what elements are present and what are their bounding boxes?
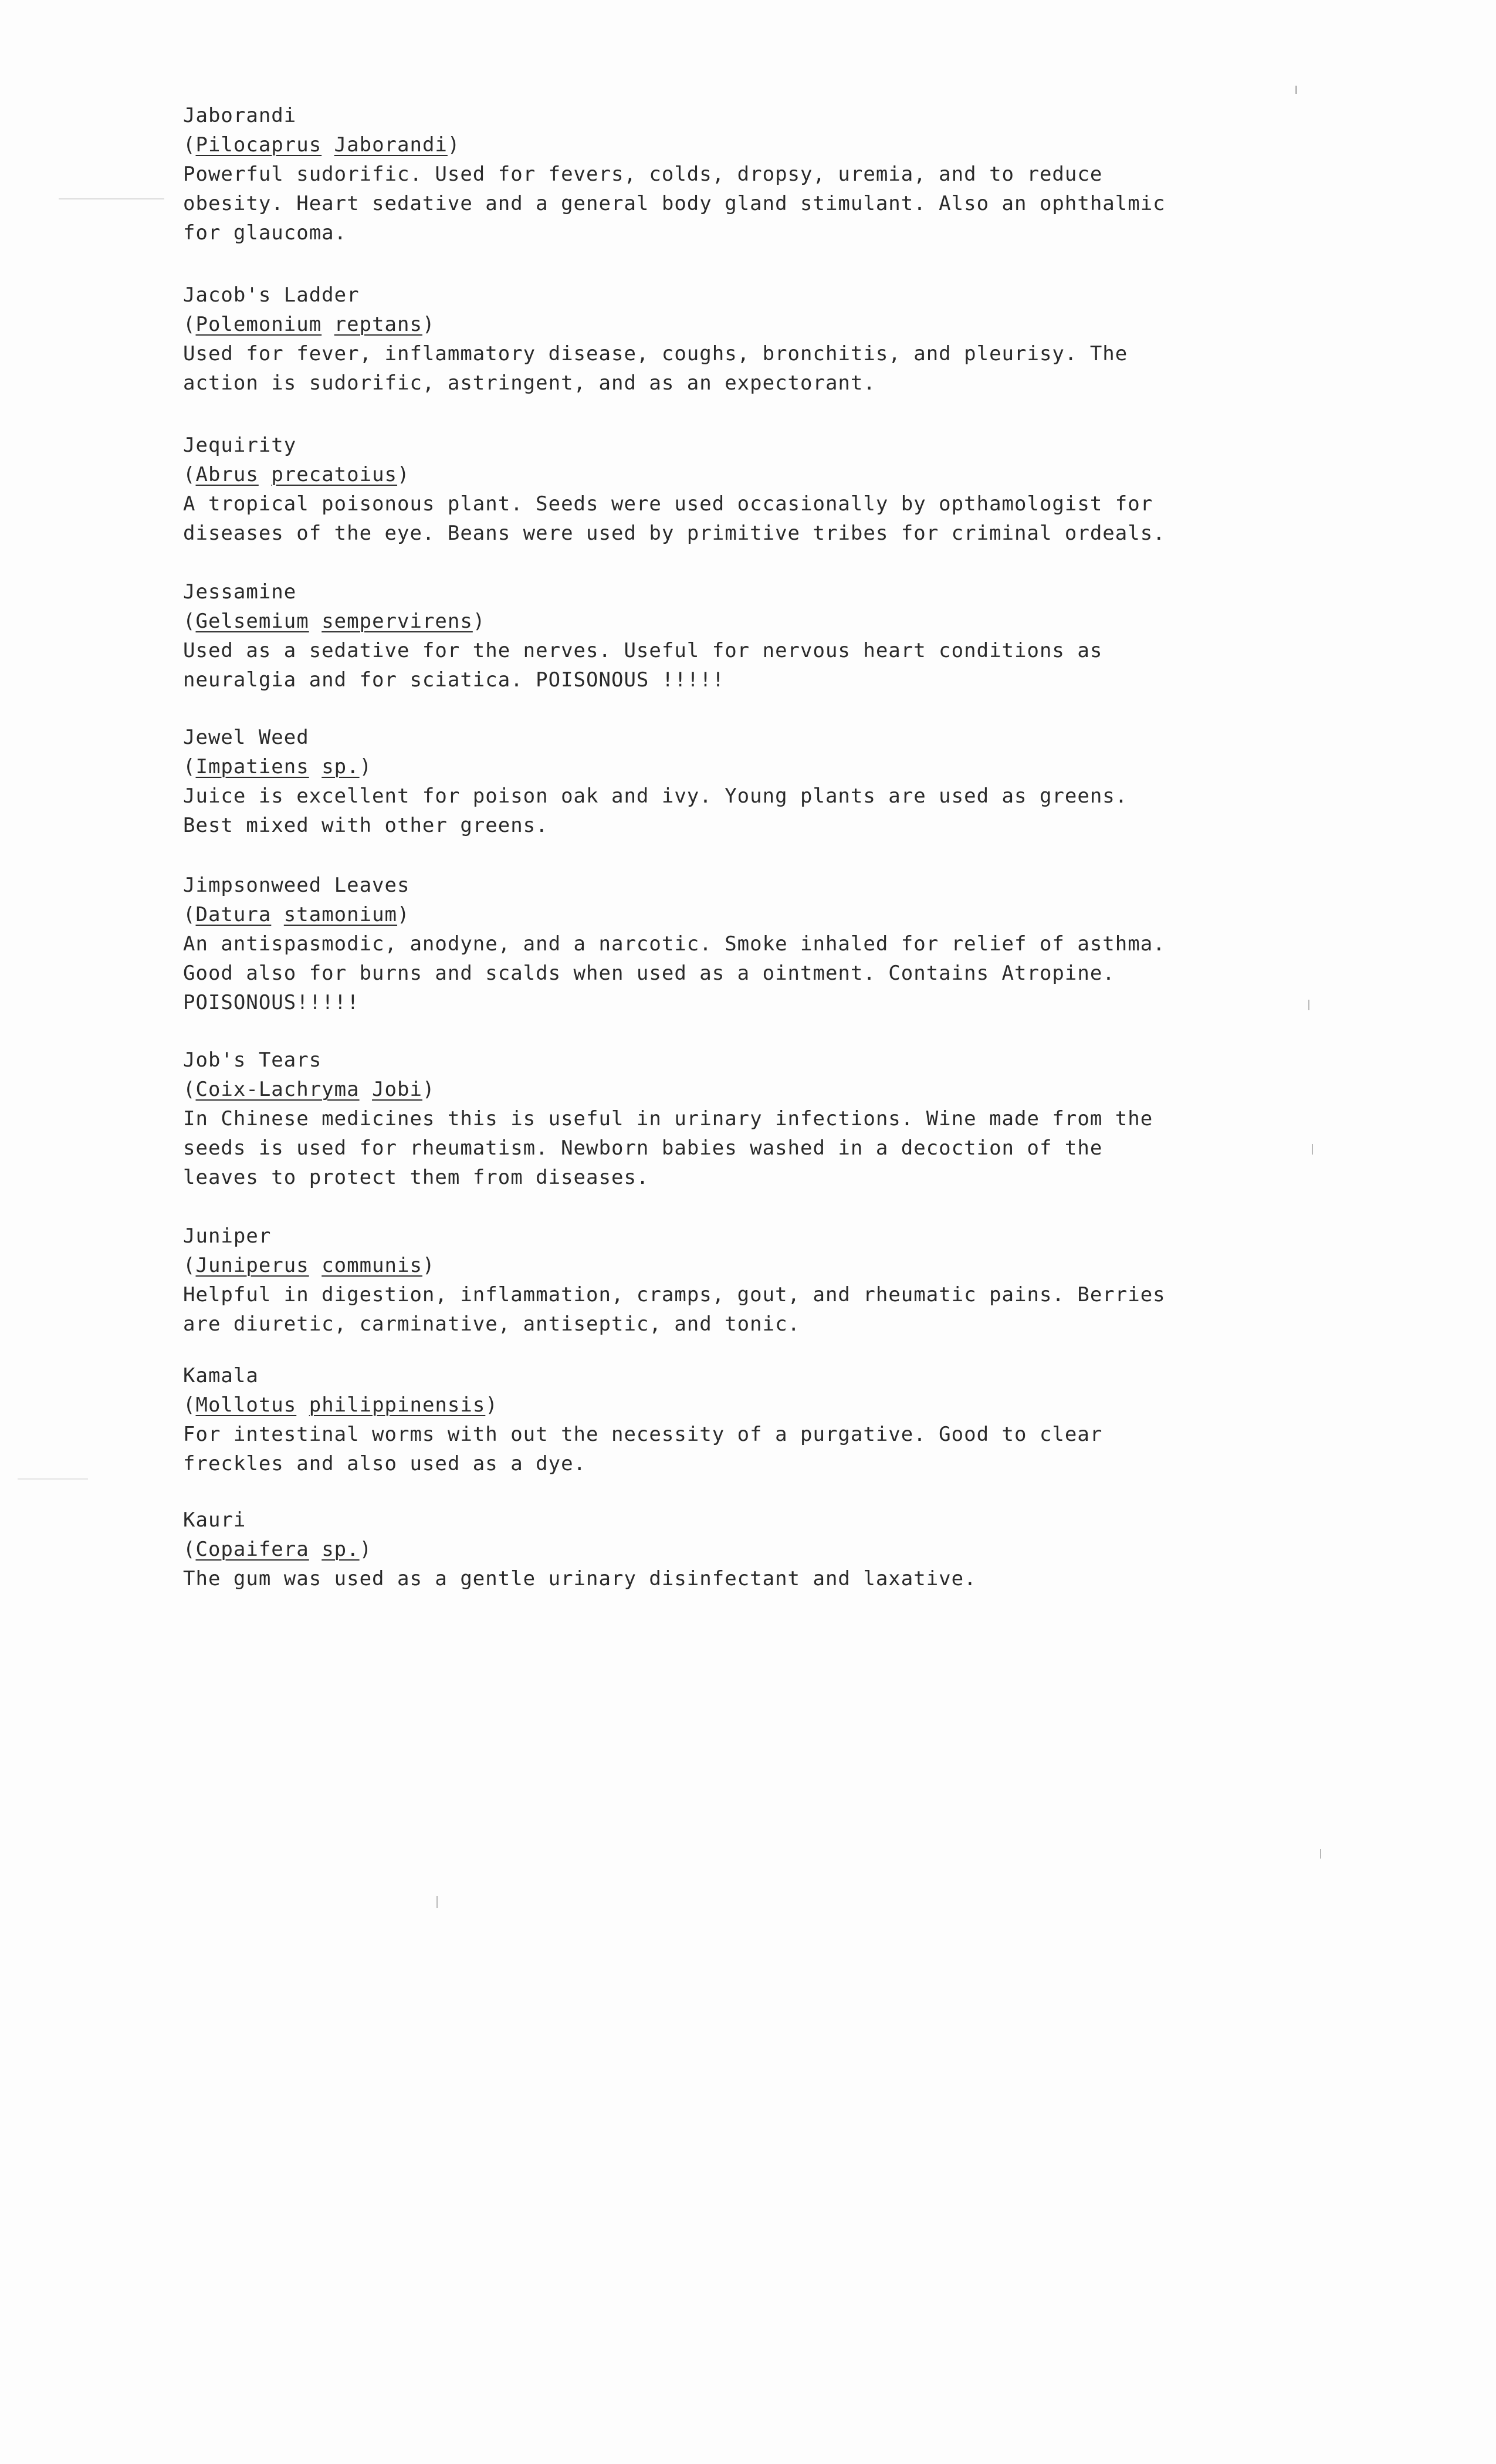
scan-speck <box>1312 1144 1313 1155</box>
latin-genus: Abrus <box>195 463 259 486</box>
scan-speck <box>1320 1849 1321 1859</box>
latin-genus: Juniperus <box>195 1254 309 1277</box>
latin-species: philippinensis <box>309 1393 486 1417</box>
herb-description-line: The gum was used as a gentle urinary disinfectant and laxative. <box>183 1567 977 1590</box>
latin-species: Jobi <box>372 1078 422 1101</box>
herb-latin-name: (Datura stamonium) <box>183 903 410 926</box>
herb-entry-jessamine <box>183 577 1403 695</box>
latin-species: sempervirens <box>321 610 473 633</box>
herb-description-line: obesity. Heart sedative and a general body gland stimulant. Also an ophthalmic <box>183 192 1166 215</box>
herb-description-line: A tropical poisonous plant. Seeds were used occasionally by opthamologist for <box>183 492 1153 516</box>
herb-entry-juniper <box>183 1221 1403 1339</box>
herb-description-line: for glaucoma. <box>183 221 347 245</box>
latin-species: sp. <box>321 755 360 779</box>
herb-description-line: Juice is excellent for poison oak and ivy. Young plants are used as greens. <box>183 784 1128 808</box>
latin-species: communis <box>321 1254 422 1277</box>
herb-description-line: For intestinal worms with out the necessity of a purgative. Good to clear <box>183 1423 1103 1446</box>
herb-name: Juniper <box>183 1224 272 1248</box>
scan-speck <box>436 1896 438 1908</box>
latin-species: Jaborandi <box>334 133 448 157</box>
herb-entry-jimpsonweed-leaves <box>183 871 1403 1017</box>
herb-name: Jewel Weed <box>183 726 309 749</box>
herb-latin-name: (Juniperus communis) <box>183 1254 435 1277</box>
herb-entry-kamala <box>183 1361 1403 1478</box>
herb-latin-name: (Mollotus philippinensis) <box>183 1393 498 1417</box>
herb-description-line: An antispasmodic, anodyne, and a narcotic. Smoke inhaled for relief of asthma. <box>183 932 1166 956</box>
herb-latin-name: (Abrus precatoius) <box>183 463 410 486</box>
scan-speck <box>18 1478 88 1480</box>
herb-latin-name: (Coix-Lachryma Jobi) <box>183 1078 435 1101</box>
herb-name: Kauri <box>183 1508 246 1532</box>
herb-entry-jaborandi <box>183 101 1403 248</box>
herb-name: Job's Tears <box>183 1048 322 1072</box>
herb-description-line: Used as a sedative for the nerves. Useful for nervous heart conditions as <box>183 639 1103 662</box>
herb-description-line: Good also for burns and scalds when used as a ointment. Contains Atropine. <box>183 962 1115 985</box>
scan-speck <box>1308 1000 1309 1010</box>
herb-description-line: Powerful sudorific. Used for fevers, colds, dropsy, uremia, and to reduce <box>183 163 1103 186</box>
latin-species: reptans <box>334 313 422 336</box>
herb-name: Jimpsonweed Leaves <box>183 874 410 897</box>
latin-species: stamonium <box>283 903 398 926</box>
herb-entry-jacobs-ladder <box>183 280 1403 398</box>
latin-species: sp. <box>321 1538 360 1561</box>
herb-description-line: Used for fever, inflammatory disease, coughs, bronchitis, and pleurisy. The <box>183 342 1128 365</box>
herb-name: Jaborandi <box>183 104 297 127</box>
latin-genus: Mollotus <box>195 1393 297 1417</box>
herb-entry-jobs-tears <box>183 1045 1403 1192</box>
scan-speck <box>1295 86 1297 94</box>
herb-name: Jacob's Ladder <box>183 283 360 307</box>
latin-species: precatoius <box>271 463 398 486</box>
herb-latin-name: (Polemonium reptans) <box>183 313 435 336</box>
herb-description-line: Best mixed with other greens. <box>183 814 549 837</box>
herb-description-line: In Chinese medicines this is useful in urinary infections. Wine made from the <box>183 1107 1153 1131</box>
herb-description-line: leaves to protect them from diseases. <box>183 1166 649 1189</box>
latin-genus: Datura <box>195 903 272 926</box>
herb-latin-name: (Impatiens sp.) <box>183 755 373 779</box>
latin-genus: Copaifera <box>195 1538 309 1561</box>
herb-name: Jessamine <box>183 580 297 604</box>
herb-description-line: action is sudorific, astringent, and as an expectorant. <box>183 371 876 395</box>
herb-description-line: are diuretic, carminative, antiseptic, and tonic. <box>183 1312 801 1336</box>
herb-entry-kauri <box>183 1505 1403 1593</box>
herb-name: Kamala <box>183 1364 259 1387</box>
herb-description-line: seeds is used for rheumatism. Newborn babies washed in a decoction of the <box>183 1136 1103 1160</box>
herb-entry-jequirity <box>183 431 1403 548</box>
latin-genus: Coix-Lachryma <box>195 1078 360 1101</box>
herb-description-line: POISONOUS!!!!! <box>183 991 360 1014</box>
herb-description-line: diseases of the eye. Beans were used by primitive tribes for criminal ordeals. <box>183 522 1166 545</box>
herb-latin-name: (Copaifera sp.) <box>183 1538 373 1561</box>
herb-entry-jewel-weed <box>183 723 1403 840</box>
latin-genus: Polemonium <box>195 313 322 336</box>
herb-latin-name: (Gelsemium sempervirens) <box>183 610 486 633</box>
herb-description-line: Helpful in digestion, inflammation, cramps, gout, and rheumatic pains. Berries <box>183 1283 1166 1307</box>
herb-description-line: neuralgia and for sciatica. POISONOUS !!!!! <box>183 668 725 692</box>
herb-latin-name: (Pilocaprus Jaborandi) <box>183 133 461 157</box>
herb-description-line: freckles and also used as a dye. <box>183 1452 587 1475</box>
latin-genus: Gelsemium <box>195 610 309 633</box>
herb-name: Jequirity <box>183 434 297 457</box>
latin-genus: Impatiens <box>195 755 309 779</box>
latin-genus: Pilocaprus <box>195 133 322 157</box>
scan-speck <box>59 198 164 199</box>
